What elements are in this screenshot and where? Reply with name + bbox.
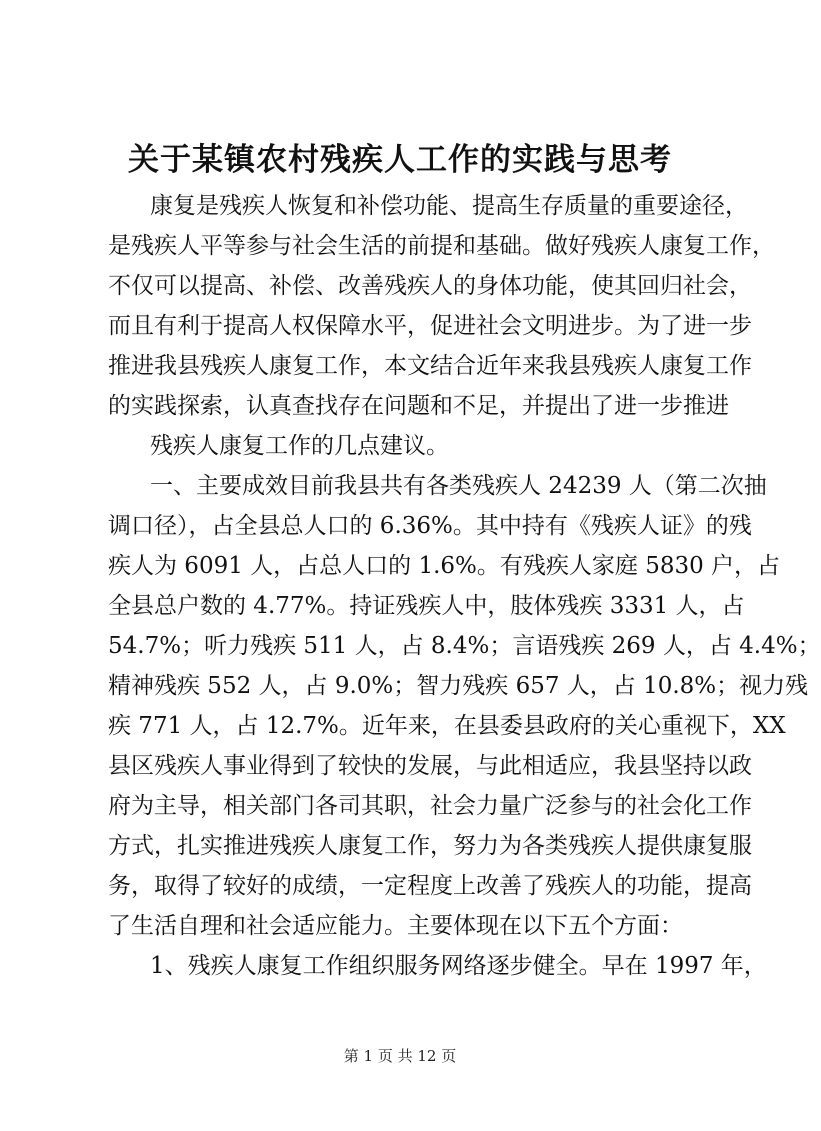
paragraph-line: 调口径），占全县总人口的 6.36%。其中持有《残疾人证》的残 (108, 513, 752, 539)
paragraph-line: 是残疾人平等参与社会生活的前提和基础。做好残疾人康复工作， (108, 233, 775, 259)
paragraph-line: 务，取得了较好的成绩，一定程度上改善了残疾人的功能，提高 (108, 873, 752, 899)
paragraph-line: 不仅可以提高、补偿、改善残疾人的身体功能，使其回归社会， (108, 273, 752, 299)
document-title: 关于某镇农村残疾人工作的实践与思考 (128, 142, 672, 178)
paragraph-line: 而且有利于提高人权保障水平，促进社会文明进步。为了进一步 (108, 313, 752, 339)
paragraph-line: 疾人为 6091 人，占总人口的 1.6%。有残疾人家庭 5830 户，占 (108, 553, 781, 579)
paragraph-line: 的实践探索，认真查找存在问题和不足，并提出了进一步推进 (108, 393, 729, 419)
paragraph-line: 1、残疾人康复工作组织服务网络逐步健全。早在 1997 年， (150, 953, 767, 979)
paragraph-line: 54.7%；听力残疾 511 人，占 8.4%；言语残疾 269 人，占 4.4%； (108, 633, 821, 659)
paragraph-line: 康复是残疾人恢复和补偿功能、提高生存质量的重要途径， (150, 193, 748, 219)
paragraph-line: 推进我县残疾人康复工作，本文结合近年来我县残疾人康复工作 (108, 353, 752, 379)
page-footer: 第 1 页 共 12 页 (343, 1047, 457, 1065)
paragraph-line: 疾 771 人，占 12.7%。近年来，在县委县政府的关心重视下，XX (108, 713, 786, 739)
paragraph-line: 全县总户数的 4.77%。持证残疾人中，肢体残疾 3331 人，占 (108, 593, 745, 619)
paragraph-line: 了生活自理和社会适应能力。主要体现在以下五个方面： (108, 913, 683, 939)
paragraph-line: 方式，扎实推进残疾人康复工作，努力为各类残疾人提供康复服 (108, 833, 752, 859)
paragraph-line: 县区残疾人事业得到了较快的发展，与此相适应，我县坚持以政 (108, 753, 752, 779)
paragraph-line: 残疾人康复工作的几点建议。 (150, 433, 449, 459)
paragraph-line: 精神残疾 552 人，占 9.0%；智力残疾 657 人，占 10.8%；视力残 (108, 673, 809, 699)
paragraph-line: 府为主导，相关部门各司其职，社会力量广泛参与的社会化工作 (108, 793, 752, 819)
paragraph-line: 一、主要成效目前我县共有各类残疾人 24239 人（第二次抽 (150, 473, 767, 499)
